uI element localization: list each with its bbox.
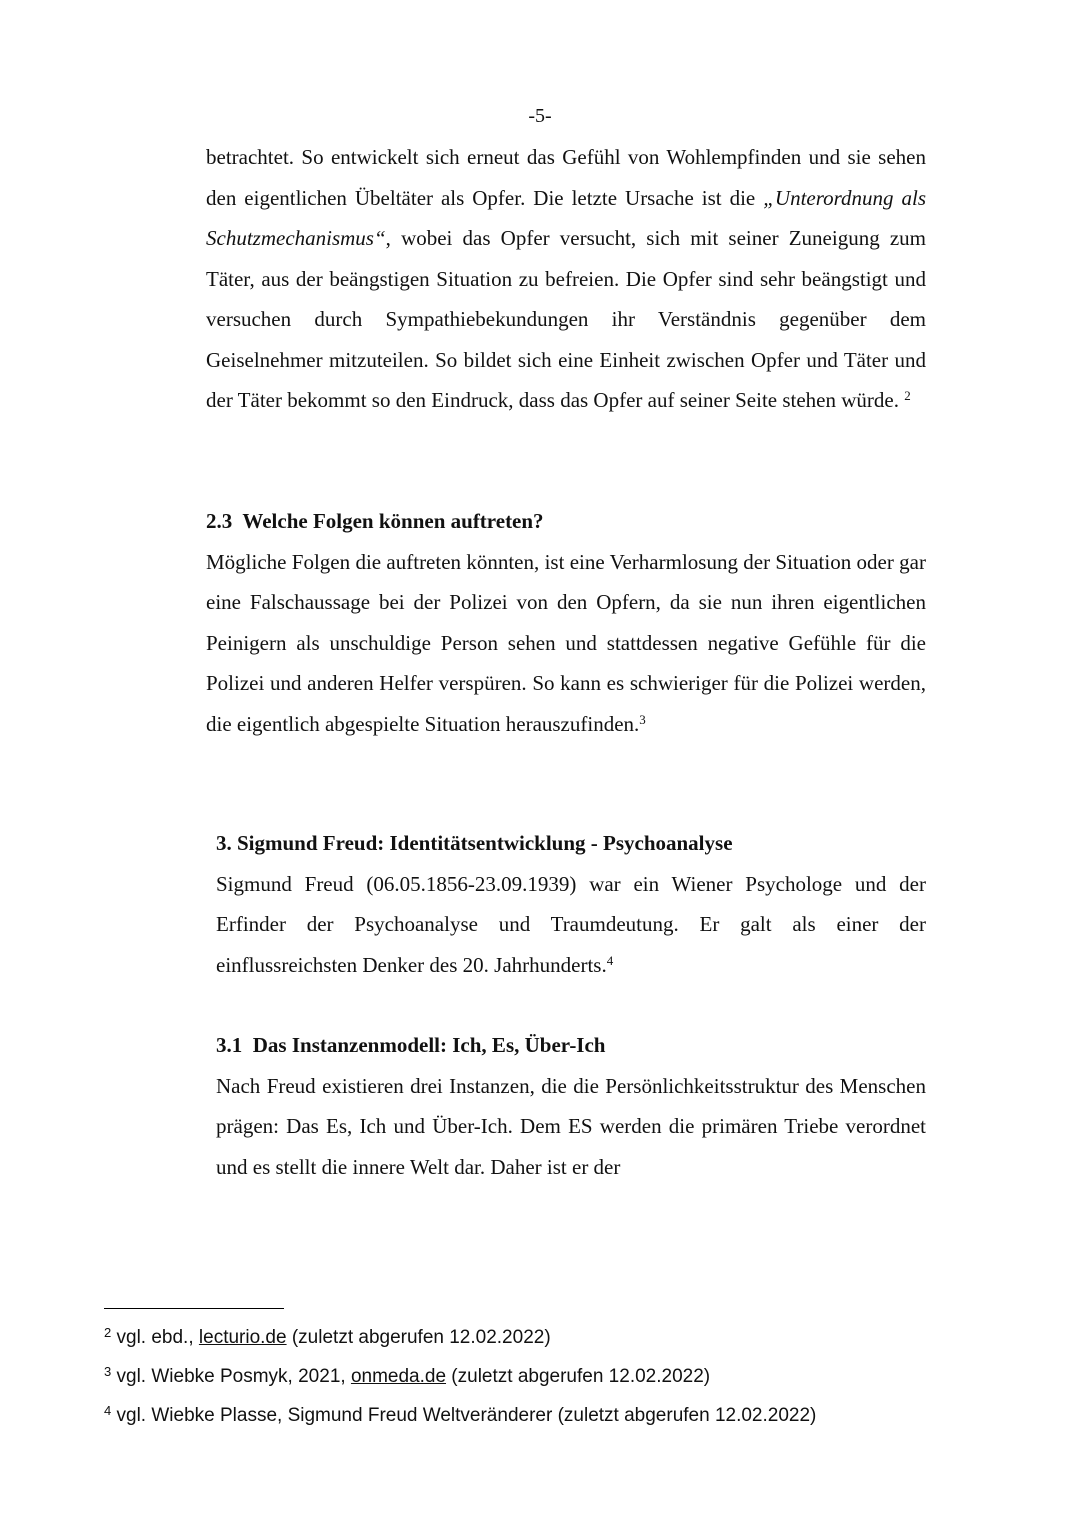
footnote-4-text: vgl. Wiebke Plasse, Sigmund Freud Weltveränderer (zuletzt abgerufen 12.02.2022) xyxy=(111,1405,817,1426)
footnote-3-suffix: (zuletzt abgerufen 12.02.2022) xyxy=(446,1366,711,1387)
section-3-text: Sigmund Freud (06.05.1856-23.09.1939) war ein Wiener Psychologe und der Erfinder der Psychoanalyse und Traumdeutung. Er galt als einer der einflussreichsten Denker des 20. Jahrhunderts. xyxy=(216,871,926,977)
section-3-1-text: Nach Freud existieren drei Instanzen, die die Persönlichkeitsstruktur des Menschen prägen: Das Es, Ich und Über-Ich. Dem ES werden die primären Triebe verordnet und es stellt die innere Welt dar. Daher ist er der xyxy=(216,1073,926,1179)
page-number: -5- xyxy=(528,105,552,127)
section-3-heading: 3. Sigmund Freud: Identitätsentwicklung - Psychoanalyse xyxy=(216,831,733,855)
section-3-1-paragraph xyxy=(216,1066,926,1188)
section-3 xyxy=(216,823,926,985)
footnote-2-text: vgl. ebd., xyxy=(111,1327,199,1348)
section-2-3-paragraph xyxy=(206,542,926,745)
footnote-3-text: vgl. Wiebke Posmyk, 2021, xyxy=(111,1366,351,1387)
footnote-3-link[interactable]: onmeda.de xyxy=(350,1366,447,1387)
footnote-2-number: 2 xyxy=(104,1325,112,1340)
footnotes xyxy=(104,1318,1004,1435)
intro-italic-quote: „Unterordnung als Schutzmechanismus“ xyxy=(206,185,926,250)
footnote-2-link[interactable]: lecturio.de xyxy=(198,1327,287,1348)
section-2-3-heading: 2.3 Welche Folgen können auftreten? xyxy=(206,509,544,533)
footnote-2-suffix: (zuletzt abgerufen 12.02.2022) xyxy=(286,1327,551,1348)
footnote-ref-2: 2 xyxy=(904,388,911,403)
intro-text-2: , wobei das Opfer versucht, sich mit seiner Zuneigung zum Täter, aus der beängstigen Situation zu befreien. Die Opfer sind sehr beängstigt und versuchen durch Sympathiebekundungen ihr Verständnis gegenüber dem Geiselnehmer mitzuteilen. So bildet sich eine Einheit zwischen Opfer und Täter und der Täter bekommt so den Eindruck, dass das Opfer auf seiner Seite stehen würde. xyxy=(206,226,926,412)
footnote-3 xyxy=(104,1357,1004,1396)
section-3-paragraph xyxy=(216,864,926,986)
section-3-1 xyxy=(216,1025,926,1187)
footnote-3-number: 3 xyxy=(104,1364,112,1379)
footnote-ref-4: 4 xyxy=(606,952,614,968)
footnote-4 xyxy=(104,1396,1004,1435)
section-3-1-heading: 3.1 Das Instanzenmodell: Ich, Es, Über-Ich xyxy=(216,1033,606,1057)
section-2-3 xyxy=(206,501,926,744)
intro-text-1: betrachtet. So entwickelt sich erneut das Gefühl von Wohlempfinden und sie sehen den eigentlichen Übeltäter als Opfer. Die letzte Ursache ist die xyxy=(206,145,926,210)
intro-paragraph-block xyxy=(206,137,926,421)
footnote-ref-3: 3 xyxy=(639,711,646,727)
footnote-4-number: 4 xyxy=(104,1403,112,1418)
intro-paragraph xyxy=(206,137,926,421)
footnote-2 xyxy=(104,1318,1004,1357)
section-2-3-text: Mögliche Folgen die auftreten könnten, ist eine Verharmlosung der Situation oder gar eine Falschaussage bei der Polizei von den Opfern, da sie nun ihren eigentlichen Peinigern als unschuldige Person sehen und stattdessen negative Gefühle für die Polizei und anderen Helfer verspüren. So kann es schwieriger für die Polizei werden, die eigentlich abgespielte Situation herauszufinden. xyxy=(206,549,926,736)
footnote-divider xyxy=(104,1308,284,1309)
